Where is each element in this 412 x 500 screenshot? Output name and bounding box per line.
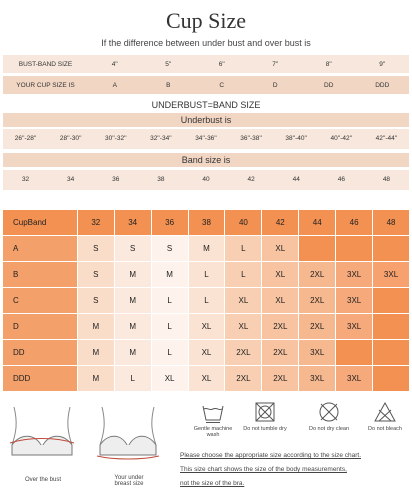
size-table-cell: M: [115, 262, 151, 287]
size-table-row: [3, 262, 409, 287]
size-table-cell: S: [78, 236, 114, 261]
size-table-cell: XL: [152, 366, 188, 391]
band-value: 42: [247, 176, 255, 183]
size-table-row: [3, 366, 409, 391]
size-table-column-header: 46: [336, 210, 372, 235]
size-table-cell: 2XL: [262, 314, 298, 339]
size-table-column-header: 34: [115, 210, 151, 235]
size-table-cell: 2XL: [225, 340, 261, 365]
size-table-cell: XL: [262, 288, 298, 313]
underbust-value: 32''-34'': [150, 135, 172, 142]
size-table-cell: 2XL: [299, 314, 335, 339]
size-table-cell: [373, 236, 409, 261]
bust-band-value: 6'': [218, 60, 225, 68]
size-table-cell: XL: [225, 288, 261, 313]
caption-under-line2: breast size: [114, 481, 144, 487]
size-table-cell: 3XL: [299, 340, 335, 365]
note-line-3: not the size of the bra.: [180, 480, 245, 487]
size-table-cup-label: C: [3, 288, 77, 313]
size-table-cell: [336, 236, 372, 261]
caption-under-line1: Your under: [114, 475, 144, 481]
note-line-1: Please choose the appropriate size according to the size chart.: [180, 452, 362, 459]
size-table-cell: L: [115, 366, 151, 391]
bust-band-value: 9'': [379, 60, 386, 68]
size-table-row: [3, 236, 409, 261]
size-table-cell: L: [152, 288, 188, 313]
size-table-cell: [373, 314, 409, 339]
size-table-header-label: CupBand: [3, 210, 77, 235]
size-table-cell: 3XL: [299, 366, 335, 391]
underbust-title: Underbust is: [3, 113, 409, 127]
underbust-value: 40''-42'': [330, 135, 353, 142]
band-value: 34: [67, 176, 75, 183]
size-table-column-header: 44: [299, 210, 335, 235]
cup-size-value: DDD: [375, 81, 390, 89]
underbust-band-title: UNDERBUST=BAND SIZE: [151, 100, 261, 110]
size-table-column-header: 40: [225, 210, 261, 235]
cup-subtitle: If the difference between under bust and over bust is: [101, 38, 311, 48]
size-table-cell: XL: [225, 314, 261, 339]
care-label: Gentle machine wash: [193, 426, 233, 438]
size-table-cell: 3XL: [373, 262, 409, 287]
care-label: Do not tumble dry: [243, 426, 287, 432]
size-table-cell: [336, 340, 372, 365]
no-dry-clean-icon: [317, 400, 341, 424]
band-value: 38: [157, 176, 165, 183]
bust-band-value: 8'': [325, 60, 332, 68]
size-table-cell: L: [189, 262, 225, 287]
gentle-wash-icon: [201, 400, 225, 424]
size-table-cell: L: [225, 236, 261, 261]
cup-size-row: [3, 76, 409, 94]
size-table-cell: M: [78, 366, 114, 391]
size-table-cell: L: [189, 288, 225, 313]
size-table-cell: [373, 288, 409, 313]
size-table-cell: XL: [189, 366, 225, 391]
bust-band-label: BUST-BAND SIZE: [18, 60, 73, 68]
size-table-cell: XL: [189, 314, 225, 339]
size-table-cell: XL: [189, 340, 225, 365]
underbust-value: 26''-28'': [14, 135, 37, 142]
size-table-cell: M: [115, 288, 151, 313]
band-value: 40: [202, 176, 210, 183]
size-table-cell: 2XL: [299, 262, 335, 287]
size-table-cell: 2XL: [262, 340, 298, 365]
size-table-cell: M: [189, 236, 225, 261]
size-table-cup-label: DD: [3, 340, 77, 365]
size-table-cell: L: [152, 314, 188, 339]
size-table-cell: S: [78, 288, 114, 313]
size-table-cell: [299, 236, 335, 261]
size-table-cell: [373, 366, 409, 391]
size-table-cell: 3XL: [336, 288, 372, 313]
bust-band-row: [3, 55, 409, 73]
band-value: 36: [112, 176, 120, 183]
size-table-row: [3, 340, 409, 365]
size-table-cell: 3XL: [336, 366, 372, 391]
size-table-cell: M: [115, 340, 151, 365]
size-table-cell: S: [78, 262, 114, 287]
size-table-column-header: 42: [262, 210, 298, 235]
size-table-row: [3, 314, 409, 339]
care-label: Do not bleach: [368, 426, 402, 432]
size-table: [3, 210, 409, 392]
size-table-cell: 3XL: [336, 262, 372, 287]
size-table-cell: XL: [262, 236, 298, 261]
cup-size-value: D: [272, 81, 278, 89]
caption-over-bust: Over the bust: [24, 477, 62, 483]
band-values-row: [3, 170, 409, 190]
caption-under-bust: [104, 475, 154, 487]
band-value: 32: [21, 176, 30, 183]
size-table-cup-label: A: [3, 236, 77, 261]
size-table-cup-label: D: [3, 314, 77, 339]
size-table-cell: S: [152, 236, 188, 261]
size-table-column-header: 36: [152, 210, 188, 235]
care-label: Do not dry clean: [308, 426, 350, 432]
cup-size-label: YOUR CUP SIZE IS: [16, 81, 75, 89]
cup-size-value: A: [112, 81, 117, 89]
size-table-cell: M: [152, 262, 188, 287]
underbust-value: 34''-36'': [195, 135, 217, 142]
page-title: Cup Size: [165, 8, 247, 33]
bust-band-value: 4'': [111, 60, 118, 68]
size-table-column-header: 32: [78, 210, 114, 235]
size-table-cell: 2XL: [225, 366, 261, 391]
size-table-cell: XL: [262, 262, 298, 287]
size-table-cell: [373, 340, 409, 365]
band-value: 44: [292, 176, 300, 183]
care-gentle-wash: [188, 400, 238, 438]
bra-under-bust-illustration: [94, 403, 162, 473]
underbust-value: 38''-40'': [285, 135, 307, 142]
underbust-value: 42''-44'': [375, 135, 398, 142]
size-table-row: [3, 288, 409, 313]
size-table-cell: 2XL: [299, 288, 335, 313]
care-no-tumble-dry: [240, 400, 290, 432]
size-table-cup-label: DDD: [3, 366, 77, 391]
underbust-value: 28''-30'': [59, 135, 82, 142]
band-value: 46: [337, 176, 345, 183]
note-line-2: This size chart shows the size of the body measurements,: [180, 466, 347, 473]
size-table-cell: M: [78, 340, 114, 365]
size-table-column-header: 38: [189, 210, 225, 235]
care-no-dry-clean: [304, 400, 354, 432]
underbust-value: 30''-32'': [104, 135, 127, 142]
size-table-cell: L: [152, 340, 188, 365]
size-table-cell: S: [115, 236, 151, 261]
bust-band-value: 5'': [165, 60, 172, 68]
band-value: 48: [382, 176, 391, 183]
size-table-column-header: 48: [373, 210, 409, 235]
size-table-cell: 2XL: [262, 366, 298, 391]
no-tumble-dry-icon: [253, 400, 277, 424]
cup-size-value: DD: [324, 81, 334, 89]
size-table-cell: 3XL: [336, 314, 372, 339]
underbust-values-row: [3, 129, 409, 149]
bra-over-bust-illustration: [8, 403, 76, 473]
underbust-value: 36''-38'': [240, 135, 262, 142]
size-table-cup-label: B: [3, 262, 77, 287]
size-table-cell: L: [225, 262, 261, 287]
cup-size-value: B: [166, 81, 171, 89]
cup-size-value: C: [219, 81, 225, 89]
size-table-cell: M: [78, 314, 114, 339]
size-table-cell: M: [115, 314, 151, 339]
size-table-header-row: [3, 210, 409, 235]
care-no-bleach: [360, 400, 410, 432]
bust-band-value: 7'': [272, 60, 279, 68]
no-bleach-icon: [373, 400, 397, 424]
band-size-title: Band size is: [3, 153, 409, 167]
